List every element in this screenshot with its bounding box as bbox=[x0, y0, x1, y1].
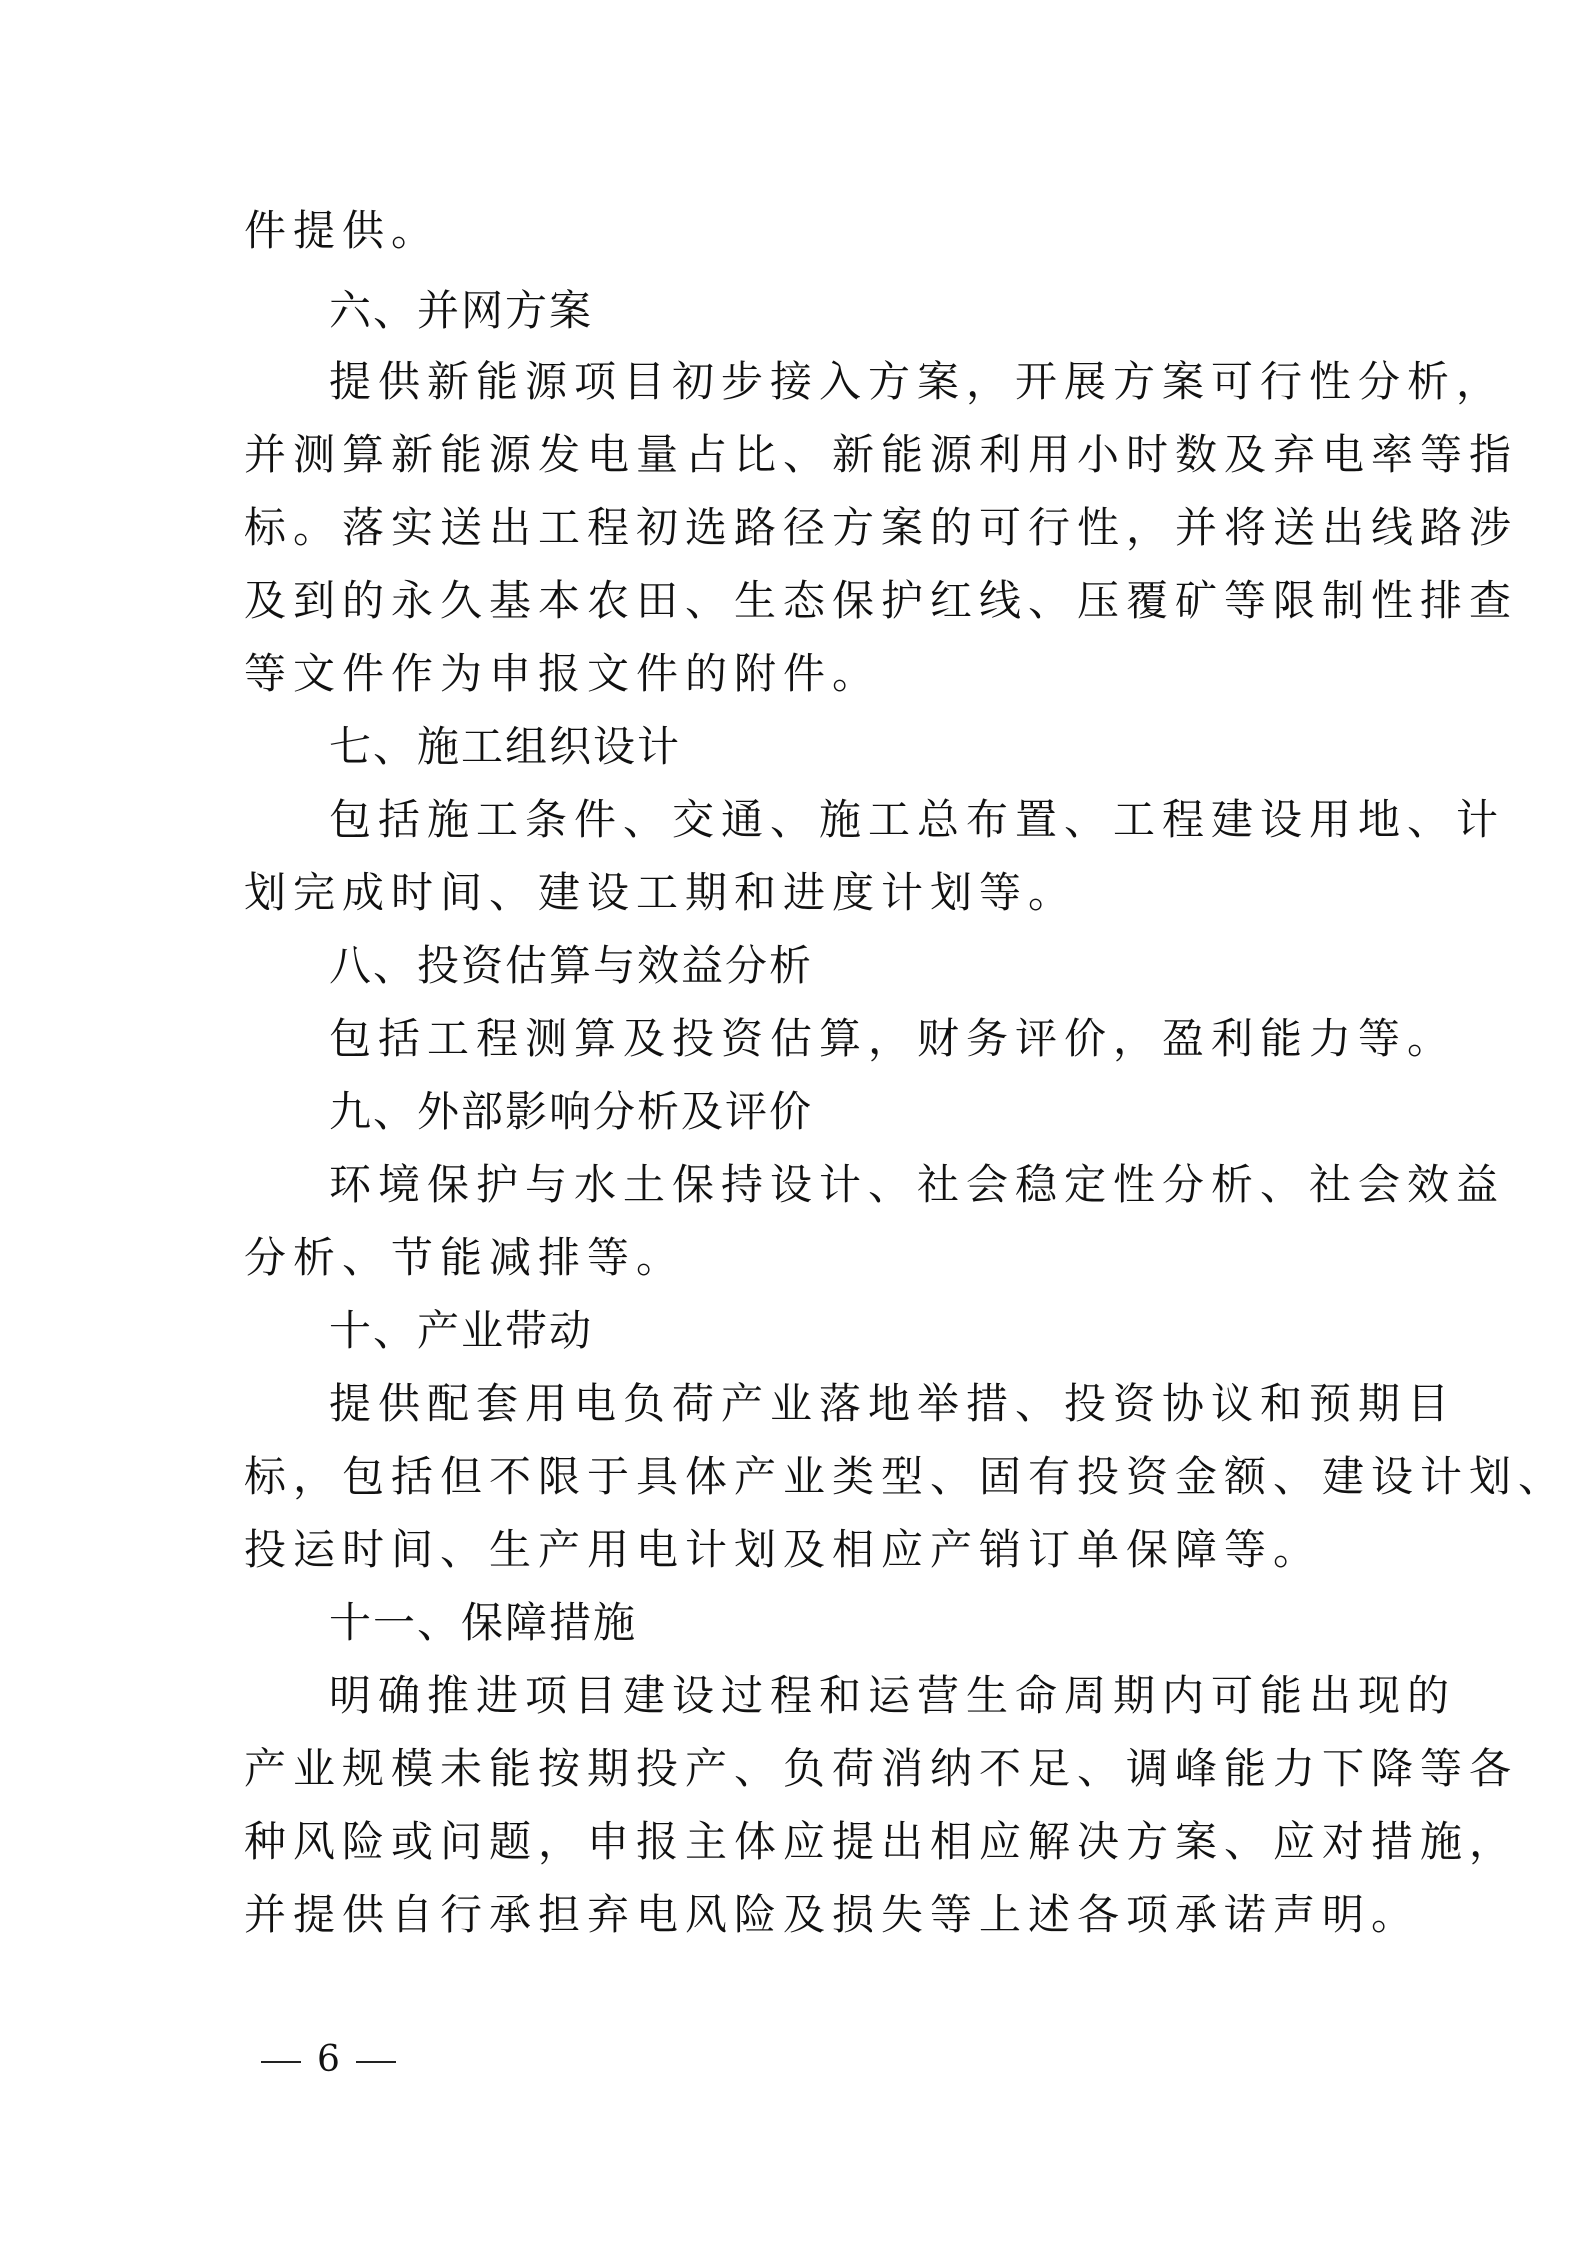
page-number-value: 6 bbox=[317, 2039, 340, 2080]
paragraph-line: 标，包括但不限于具体产业类型、固有投资金额、建设计划、 bbox=[244, 1452, 1568, 1501]
paragraph-line: 等文件作为申报文件的附件。 bbox=[244, 649, 882, 698]
paragraph-line: 件提供。 bbox=[244, 206, 441, 255]
paragraph-line: 包括施工条件、交通、施工总布置、工程建设用地、计 bbox=[329, 795, 1506, 844]
paragraph-line: 明确推进项目建设过程和运营生命周期内可能出现的 bbox=[329, 1671, 1457, 1720]
page-number-right-dash bbox=[356, 2061, 396, 2063]
paragraph-line: 种风险或问题，申报主体应提出相应解决方案、应对措施， bbox=[244, 1817, 1519, 1866]
section-heading-grid-connection: 六、并网方案 bbox=[329, 286, 594, 335]
paragraph-line: 提供配套用电负荷产业落地举措、投资协议和预期目 bbox=[329, 1379, 1457, 1428]
paragraph-line: 分析、节能减排等。 bbox=[244, 1233, 686, 1282]
page-number-left-dash bbox=[261, 2061, 301, 2063]
section-heading-external-impact: 九、外部影响分析及评价 bbox=[329, 1087, 814, 1136]
paragraph-line: 提供新能源项目初步接入方案，开展方案可行性分析， bbox=[329, 357, 1506, 406]
paragraph-line: 投运时间、生产用电计划及相应产销订单保障等。 bbox=[244, 1525, 1323, 1574]
paragraph-line: 并提供自行承担弃电风险及损失等上述各项承诺声明。 bbox=[244, 1890, 1421, 1939]
paragraph-line: 并测算新能源发电量占比、新能源利用小时数及弃电率等指 bbox=[244, 430, 1519, 479]
section-heading-construction-design: 七、施工组织设计 bbox=[329, 722, 682, 771]
paragraph-line: 产业规模未能按期投产、负荷消纳不足、调峰能力下降等各 bbox=[244, 1744, 1519, 1793]
paragraph-line: 划完成时间、建设工期和进度计划等。 bbox=[244, 868, 1078, 917]
paragraph-line: 环境保护与水土保持设计、社会稳定性分析、社会效益 bbox=[329, 1160, 1506, 1209]
section-heading-investment-analysis: 八、投资估算与效益分析 bbox=[329, 941, 814, 990]
section-heading-industry-drive: 十、产业带动 bbox=[329, 1306, 594, 1355]
paragraph-line: 及到的永久基本农田、生态保护红线、压覆矿等限制性排查 bbox=[244, 576, 1519, 625]
page-number bbox=[245, 2036, 412, 2084]
paragraph-line: 包括工程测算及投资估算，财务评价，盈利能力等。 bbox=[329, 1014, 1457, 1063]
paragraph-line: 标。落实送出工程初选路径方案的可行性，并将送出线路涉 bbox=[244, 503, 1519, 552]
section-heading-safeguards: 十一、保障措施 bbox=[329, 1598, 638, 1647]
